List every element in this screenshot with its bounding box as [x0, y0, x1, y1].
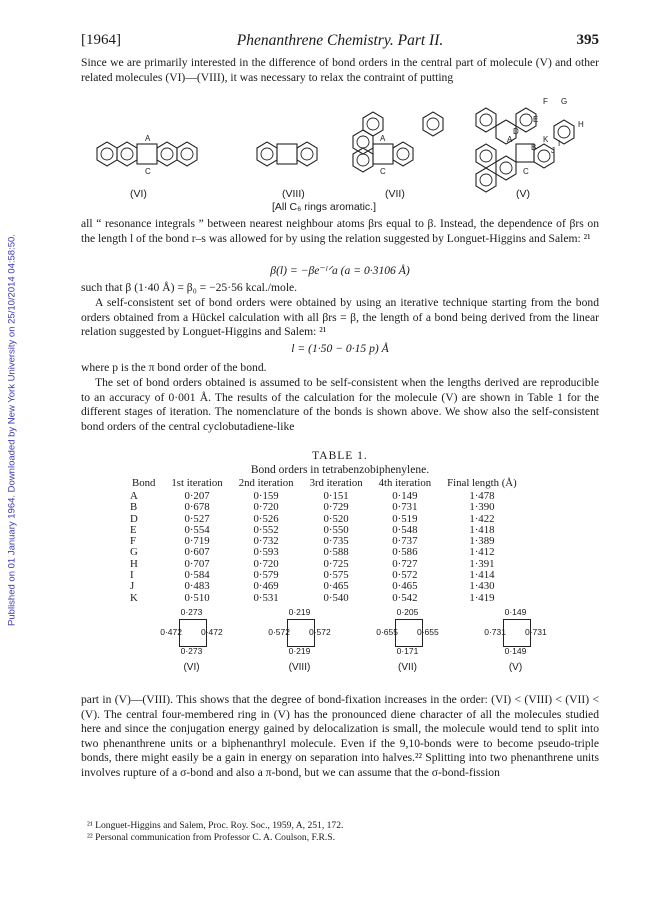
- value-cell: 0·550: [323, 523, 349, 536]
- value-cell: 0·729: [323, 501, 349, 514]
- square-label: (VI): [183, 662, 200, 673]
- value-cell: 0·554: [184, 523, 210, 536]
- bond-letter: H: [578, 120, 584, 129]
- table-header: Final length (Å): [447, 477, 517, 489]
- bond-letter: A: [380, 134, 386, 143]
- equation-beta: β(l) = −βe⁻ˡᐟa (a = 0·3106 Å): [270, 264, 410, 277]
- square-left-value: 0·472: [160, 627, 182, 637]
- value-cell: 0·593: [253, 546, 279, 559]
- value-cell: 0·542: [392, 591, 418, 604]
- label-v: (V): [516, 188, 530, 200]
- square-left-value: 0·731: [484, 627, 506, 637]
- value-cell: 1·422: [469, 512, 495, 525]
- value-cell: 1·414: [469, 569, 495, 582]
- table-header: 1st iteration: [171, 477, 223, 489]
- square-v: [448, 605, 583, 677]
- bond-cell: B: [130, 501, 138, 514]
- bond-letter: I: [558, 139, 561, 148]
- value-cell: 0·465: [392, 580, 418, 593]
- value-cell: 0·588: [323, 546, 349, 559]
- table-row: [124, 502, 525, 513]
- bond-letter: C: [523, 167, 529, 176]
- bond-cell: H: [130, 557, 138, 570]
- value-cell: 0·584: [184, 569, 210, 582]
- value-cell: 0·510: [184, 591, 210, 604]
- value-cell: 0·607: [184, 546, 210, 559]
- bond-cell: E: [130, 523, 137, 536]
- table-row: [124, 581, 525, 592]
- table-header: 2nd iteration: [238, 477, 294, 489]
- value-cell: 0·531: [253, 591, 279, 604]
- square-left-value: 0·572: [268, 627, 290, 637]
- download-note: Published on 01 January 1964. Downloaded by New York University on 25/10/2014 04:58:50.: [6, 234, 18, 626]
- value-cell: 0·707: [184, 557, 210, 570]
- square-left-value: 0·655: [376, 627, 398, 637]
- value-cell: 1·418: [469, 523, 495, 536]
- bond-letter: A: [145, 134, 151, 143]
- value-cell: 0·575: [323, 569, 349, 582]
- bond-letter: D: [513, 127, 519, 136]
- value-cell: 0·469: [253, 580, 279, 593]
- header-title: Phenanthrene Chemistry. Part II.: [236, 32, 444, 49]
- square-label: (V): [508, 662, 523, 673]
- table-caption: Bond orders in tetrabenzobiphenylene.: [250, 464, 430, 476]
- square-label: (VII): [398, 662, 417, 673]
- bond-cell: I: [130, 569, 134, 582]
- value-cell: 0·719: [184, 535, 210, 548]
- page-number: 395: [576, 32, 599, 48]
- value-cell: 0·483: [184, 580, 210, 593]
- bond-letter: B: [531, 143, 537, 152]
- paragraph-beta-value: such that β (1·40 Å) = β₀ = −25·56 kcal./mole.: [81, 281, 298, 294]
- value-cell: 0·720: [253, 501, 279, 514]
- paragraph-results: The set of bond orders obtained is assumed to be self-consistent when the lengths derived are reproducible to an accuracy of 0·001 Å. The results of the calculation for the molecule (V) are shown in Table 1 for the different stages of iteration. The nomenclature of the bonds is shown above. We show also the self-consistent bond orders of the central cyclobutadiene-like: [81, 376, 599, 433]
- value-cell: 1·430: [469, 580, 495, 593]
- square-top-value: 0·273: [180, 607, 203, 617]
- square-bottom-value: 0·149: [504, 646, 527, 656]
- value-cell: 0·727: [392, 557, 418, 570]
- label-vi: (VI): [130, 188, 147, 200]
- bond-cell: J: [130, 580, 135, 593]
- bond-letter: E: [533, 115, 539, 124]
- value-cell: 0·678: [184, 501, 210, 514]
- table-row: [124, 593, 525, 604]
- value-cell: 0·465: [323, 580, 349, 593]
- bond-order-table: [124, 477, 525, 604]
- molecule-vi: [97, 142, 197, 166]
- molecule-vii: [353, 112, 443, 172]
- bond-cell: F: [130, 535, 137, 548]
- table-header: 4th iteration: [378, 477, 432, 489]
- value-cell: 0·731: [392, 501, 418, 514]
- value-cell: 1·478: [469, 490, 495, 502]
- value-cell: 1·390: [469, 501, 495, 514]
- bond-letter: K: [543, 135, 549, 144]
- square-right-value: 0·572: [309, 627, 331, 637]
- value-cell: 0·737: [392, 535, 418, 548]
- value-cell: 0·725: [323, 557, 349, 570]
- value-cell: 1·389: [469, 535, 495, 548]
- bond-letter: F: [543, 97, 548, 106]
- bond-cell: G: [130, 546, 138, 559]
- running-header: [81, 32, 599, 52]
- value-cell: 0·732: [253, 535, 279, 548]
- value-cell: 1·412: [469, 546, 495, 559]
- value-cell: 1·419: [469, 591, 495, 604]
- paragraph-bond-order: where p is the π bond order of the bond.: [81, 361, 267, 374]
- bond-letter: C: [145, 167, 151, 176]
- value-cell: 0·720: [253, 557, 279, 570]
- bond-letter: G: [561, 97, 568, 106]
- paragraph-iterative: A self-consistent set of bond orders were obtained by using an iterative technique starting from the bond orders obtained from a Hückel calculation with all βrs = β, the length of a bond being derived from the linear relation suggested by Longuet-Higgins and Salem: ²¹: [81, 296, 599, 339]
- label-vii: (VII): [385, 188, 405, 200]
- molecule-viii: [257, 142, 317, 166]
- bond-letter: A: [507, 135, 513, 144]
- bond-cell: K: [130, 591, 138, 604]
- square-top-value: 0·205: [396, 607, 419, 617]
- value-cell: 0·519: [392, 512, 418, 525]
- value-cell: 0·207: [184, 490, 210, 502]
- intro-paragraph: Since we are primarily interested in the difference of bond orders in the central part of molecule (V) and other related molecules (VI)—(VIII), it was necessary to relax the contraint of putting: [81, 56, 599, 84]
- footnote-21: ²¹ Longuet-Higgins and Salem, Proc. Roy. Soc., 1959, A, 251, 172.: [87, 820, 344, 831]
- value-cell: 0·735: [323, 535, 349, 548]
- bond-letter: J: [551, 146, 555, 155]
- value-cell: 0·527: [184, 512, 210, 525]
- value-cell: 0·159: [253, 490, 279, 502]
- square-right-value: 0·731: [525, 627, 547, 637]
- table-header: 3rd iteration: [309, 477, 363, 489]
- square-bottom-value: 0·273: [180, 646, 203, 656]
- value-cell: 0·579: [253, 569, 279, 582]
- value-cell: 1·391: [469, 557, 495, 570]
- value-cell: 0·586: [392, 546, 418, 559]
- table-label: TABLE 1.: [312, 450, 368, 462]
- equation-length: l = (1·50 − 0·15 p) Å: [291, 342, 389, 355]
- square-top-value: 0·219: [288, 607, 311, 617]
- footnote-22: ²² Personal communication from Professor C. A. Coulson, F.R.S.: [87, 832, 336, 843]
- value-cell: 0·540: [323, 591, 349, 604]
- header-year: [1964]: [81, 32, 121, 48]
- value-cell: 0·151: [323, 490, 349, 502]
- square-top-value: 0·149: [504, 607, 527, 617]
- value-cell: 0·572: [392, 569, 418, 582]
- figure-note: [All C₆ rings aromatic.]: [272, 201, 377, 213]
- value-cell: 0·520: [323, 512, 349, 525]
- value-cell: 0·548: [392, 523, 418, 536]
- table-header: Bond: [132, 477, 156, 489]
- label-viii: (VIII): [282, 188, 305, 200]
- paragraph-resonance: all “ resonance integrals ” between nearest neighbour atoms βrs equal to β. Instead, the dependence of βrs on the length l of the bond r–s was allowed for by using the relation suggested by Longuet-Higgins and Salem: ²¹: [81, 217, 599, 245]
- square-bottom-value: 0·171: [396, 646, 419, 656]
- value-cell: 0·552: [253, 523, 279, 536]
- bond-cell: D: [130, 512, 138, 525]
- square-right-value: 0·655: [417, 627, 439, 637]
- square-bottom-value: 0·219: [288, 646, 311, 656]
- paragraph-bond-fixation: part in (V)—(VIII). This shows that the degree of bond-fixation increases in the order: (VI) < (VIII) < (VII) < (V). The central four-membered ring in (V) has the pronounced diene character of all the molecules studied here and since the conjugation energy gained by delocalization is small, the molecule would tend to split into two phenanthrene units or a biphenanthryl molecule. Even if the 9,10-bonds were to become pseudo-triple bonds, there might easily be a gain in energy on separation into halves.²² Splitting into two phenanthrene units involves rupture of a σ-bond and also a π-bond, but we can assume that the σ-bond-fission: [81, 693, 599, 779]
- square-label: (VIII): [288, 662, 311, 673]
- molecule-v: [476, 108, 574, 192]
- bond-letter: C: [380, 167, 386, 176]
- download-sidebar: [5, 110, 19, 750]
- square-right-value: 0·472: [201, 627, 223, 637]
- value-cell: 0·149: [392, 490, 418, 502]
- value-cell: 0·526: [253, 512, 279, 525]
- bond-cell: A: [130, 490, 138, 502]
